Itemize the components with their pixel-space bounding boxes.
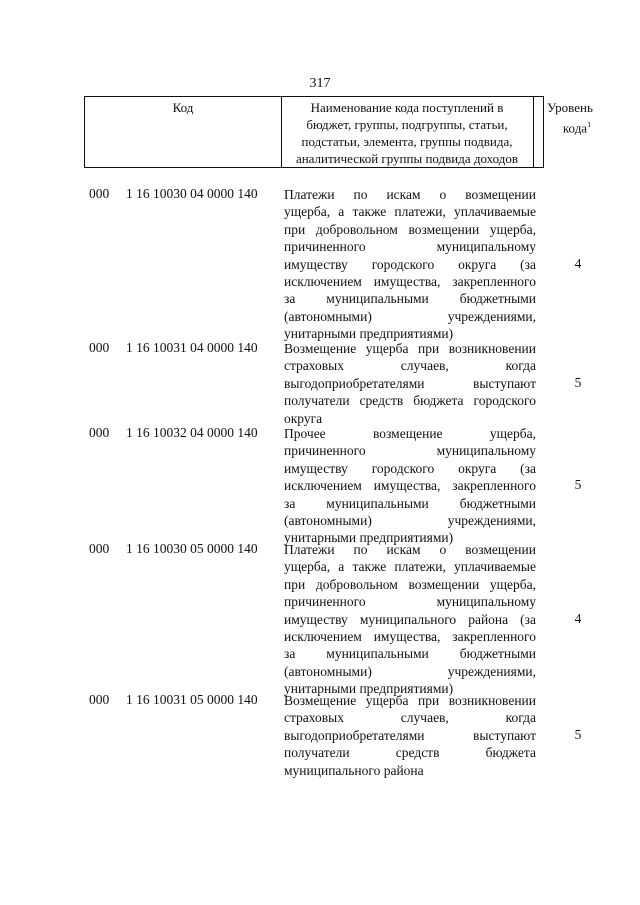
row-name-line: округа: [284, 410, 323, 426]
header-name-line: бюджет, группы, подгруппы, статьи,: [306, 117, 508, 132]
row-name-line: унитарными предприятиями): [284, 681, 454, 697]
row-name-line: ущерба, а также платежи, уплачиваемые: [284, 559, 536, 575]
row-budget-code: 1 16 10032 04 0000 140: [126, 425, 258, 440]
row-name-line: причиненного муниципальному: [284, 594, 536, 610]
row-name-line: Прочее возмещение ущерба,: [284, 426, 536, 441]
row-budget-code: 1 16 10030 05 0000 140: [126, 541, 258, 556]
row-level: 4: [574, 610, 582, 626]
row-name-line: имуществу городского округа (за: [284, 256, 536, 272]
header-level-line2: кода: [562, 120, 588, 136]
row-level: 5: [574, 374, 582, 390]
header-level: [533, 99, 607, 136]
row-name-line: выгодоприобретателями выступают: [284, 727, 536, 743]
row-admin-code: 000: [89, 340, 110, 355]
header-name: [281, 99, 533, 167]
row-name-line: унитарными предприятиями): [284, 326, 454, 342]
row-name-line: причиненного муниципальному: [284, 443, 536, 459]
row-name-line: Возмещение ущерба при возникновении: [284, 693, 536, 708]
row-name-line: получатели средств бюджета городского: [284, 393, 536, 409]
row-name-line: исключением имущества, закрепленного: [284, 478, 536, 494]
row-name-line: (автономными) учреждениями,: [284, 513, 536, 529]
row-admin-code: 000: [89, 186, 110, 201]
row-name: [284, 340, 536, 427]
row-name-line: при добровольном возмещении ущерба,: [284, 576, 536, 592]
row-level: 5: [574, 726, 582, 742]
table-header: [84, 96, 593, 168]
row-name-line: Возмещение ущерба при возникновении: [284, 341, 536, 356]
row-name-line: (автономными) учреждениями,: [284, 308, 536, 324]
row-name-line: (автономными) учреждениями,: [284, 663, 536, 679]
header-level-footnote: 1: [587, 120, 592, 129]
header-name-line: Наименование кода поступлений в: [310, 100, 504, 115]
row-name-line: муниципального района: [284, 762, 424, 778]
row-name-line: Платежи по искам о возмещении: [284, 187, 536, 202]
header-name-line: аналитической группы подвида доходов: [295, 151, 519, 166]
row-admin-code: 000: [89, 425, 110, 440]
header-name-line: подстатьи, элемента, группы подвида,: [301, 134, 513, 149]
row-name-line: при добровольном возмещении ущерба,: [284, 221, 536, 237]
row-admin-code: 000: [89, 541, 110, 556]
row-budget-code: 1 16 10031 05 0000 140: [126, 692, 258, 707]
row-name-line: ущерба, а также платежи, уплачиваемые: [284, 204, 536, 220]
row-name-line: за муниципальными бюджетными: [284, 646, 536, 662]
row-name-line: имуществу городского округа (за: [284, 460, 536, 476]
header-code: Код: [172, 100, 194, 115]
row-name-line: страховых случаев, когда: [284, 710, 536, 726]
row-name-line: страховых случаев, когда: [284, 358, 536, 374]
row-level: 4: [574, 255, 582, 271]
row-name-line: причиненного муниципальному: [284, 239, 536, 255]
header-level-line1: Уровень: [547, 100, 593, 115]
row-name: [284, 541, 536, 698]
row-name-line: получатели средств бюджета: [284, 745, 536, 761]
row-name-line: Платежи по искам о возмещении: [284, 542, 536, 557]
row-name-line: унитарными предприятиями): [284, 530, 454, 546]
row-name-line: имуществу муниципального района (за: [284, 611, 536, 627]
row-name-line: исключением имущества, закрепленного: [284, 274, 536, 290]
row-level: 5: [574, 477, 582, 493]
row-name: [284, 186, 536, 343]
row-name-line: выгодоприобретателями выступают: [284, 375, 536, 391]
row-name: [284, 425, 536, 547]
row-name-line: за муниципальными бюджетными: [284, 291, 536, 307]
row-name-line: за муниципальными бюджетными: [284, 495, 536, 511]
row-name-line: исключением имущества, закрепленного: [284, 629, 536, 645]
row-admin-code: 000: [89, 692, 110, 707]
row-budget-code: 1 16 10030 04 0000 140: [126, 186, 258, 201]
page-number: 317: [309, 76, 331, 91]
row-budget-code: 1 16 10031 04 0000 140: [126, 340, 258, 355]
row-name: [284, 692, 536, 779]
